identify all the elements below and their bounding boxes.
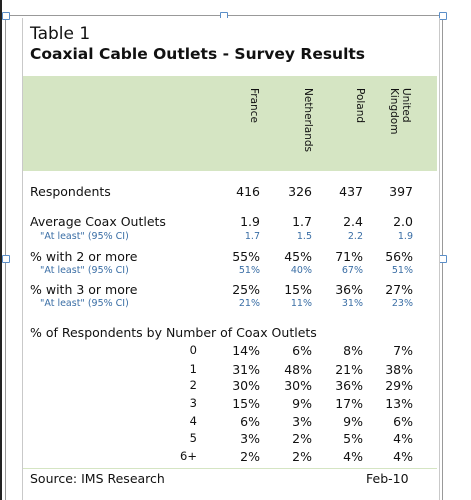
dist-cell: 6% xyxy=(292,343,312,358)
two-or-more-united-kingdom: 56% xyxy=(385,249,413,264)
outlets-count-label: 5 xyxy=(189,431,197,445)
outlets-count-label: 1 xyxy=(189,362,197,376)
three-or-more-ci-netherlands: 11% xyxy=(290,298,312,309)
outlets-count-label: 6+ xyxy=(180,449,197,463)
outlets-count-label: 3 xyxy=(189,396,197,410)
column-header-poland: Poland xyxy=(354,88,366,124)
avg-outlets-ci-france: 1.7 xyxy=(244,231,260,242)
dist-cell: 38% xyxy=(385,362,413,377)
dist-cell: 4% xyxy=(393,431,413,446)
respondents-poland: 437 xyxy=(339,184,363,199)
dist-cell: 7% xyxy=(393,343,413,358)
dist-cell: 31% xyxy=(232,362,260,377)
three-or-more-poland: 36% xyxy=(335,282,363,297)
dist-cell: 2% xyxy=(292,449,312,464)
resize-handle-mid-right[interactable] xyxy=(439,255,447,263)
two-or-more-ci-poland: 67% xyxy=(341,265,363,276)
resize-handle-mid-left[interactable] xyxy=(2,255,10,263)
two-or-more-ci-netherlands: 40% xyxy=(290,265,312,276)
frame-left-edge xyxy=(0,0,2,500)
avg-outlets-ci-netherlands: 1.5 xyxy=(296,231,312,242)
dist-cell: 9% xyxy=(343,414,363,429)
three-or-more-label: % with 3 or more xyxy=(30,282,138,297)
distribution-heading: % of Respondents by Number of Coax Outlets xyxy=(30,325,317,340)
respondents-label: Respondents xyxy=(30,184,111,199)
dist-cell: 13% xyxy=(385,396,413,411)
dist-cell: 29% xyxy=(385,378,413,393)
avg-outlets-ci-united-kingdom: 1.9 xyxy=(397,231,413,242)
source-note: Source: IMS Research xyxy=(30,471,165,486)
outlets-count-label: 2 xyxy=(189,378,197,392)
dist-cell: 5% xyxy=(343,431,363,446)
two-or-more-ci-france: 51% xyxy=(238,265,260,276)
two-or-more-france: 55% xyxy=(232,249,260,264)
dist-cell: 48% xyxy=(284,362,312,377)
date-note: Feb-10 xyxy=(366,471,409,486)
three-or-more-netherlands: 15% xyxy=(284,282,312,297)
avg-outlets-netherlands: 1.7 xyxy=(292,214,312,229)
respondents-united-kingdom: 397 xyxy=(389,184,413,199)
dist-cell: 2% xyxy=(240,449,260,464)
two-or-more-label: % with 2 or more xyxy=(30,249,138,264)
three-or-more-ci-france: 21% xyxy=(238,298,260,309)
two-or-more-ci-label: "At least" (95% CI) xyxy=(40,265,129,276)
avg-outlets-france: 1.9 xyxy=(240,214,260,229)
three-or-more-france: 25% xyxy=(232,282,260,297)
table-number: Table 1 xyxy=(30,24,91,44)
outlets-count-label: 0 xyxy=(189,343,197,357)
column-header-united-kingdom: United Kingdom xyxy=(388,88,412,135)
dist-cell: 3% xyxy=(240,431,260,446)
column-header-netherlands: Netherlands xyxy=(302,88,314,153)
dist-cell: 2% xyxy=(292,431,312,446)
avg-outlets-ci-poland: 2.2 xyxy=(347,231,363,242)
two-or-more-poland: 71% xyxy=(335,249,363,264)
three-or-more-ci-label: "At least" (95% CI) xyxy=(40,298,129,309)
dist-cell: 14% xyxy=(232,343,260,358)
dist-cell: 4% xyxy=(393,449,413,464)
dist-cell: 36% xyxy=(335,378,363,393)
three-or-more-ci-poland: 31% xyxy=(341,298,363,309)
footer-divider xyxy=(23,468,437,469)
dist-cell: 6% xyxy=(393,414,413,429)
resize-handle-top-right[interactable] xyxy=(439,12,447,20)
dist-cell: 4% xyxy=(343,449,363,464)
avg-outlets-united-kingdom: 2.0 xyxy=(393,214,413,229)
dist-cell: 30% xyxy=(232,378,260,393)
table-title: Coaxial Cable Outlets - Survey Results xyxy=(30,45,366,63)
three-or-more-united-kingdom: 27% xyxy=(385,282,413,297)
dist-cell: 6% xyxy=(240,414,260,429)
respondents-france: 416 xyxy=(236,184,260,199)
dist-cell: 21% xyxy=(335,362,363,377)
respondents-netherlands: 326 xyxy=(288,184,312,199)
dist-cell: 3% xyxy=(292,414,312,429)
dist-cell: 15% xyxy=(232,396,260,411)
two-or-more-netherlands: 45% xyxy=(284,249,312,264)
three-or-more-ci-united-kingdom: 23% xyxy=(391,298,413,309)
outlets-count-label: 4 xyxy=(189,414,197,428)
avg-outlets-label: Average Coax Outlets xyxy=(30,214,166,229)
column-header-france: France xyxy=(248,88,260,123)
dist-cell: 8% xyxy=(343,343,363,358)
avg-outlets-ci-label: "At least" (95% CI) xyxy=(40,231,129,242)
avg-outlets-poland: 2.4 xyxy=(343,214,363,229)
resize-handle-top-left[interactable] xyxy=(2,12,10,20)
two-or-more-ci-united-kingdom: 51% xyxy=(391,265,413,276)
dist-cell: 30% xyxy=(284,378,312,393)
dist-cell: 9% xyxy=(292,396,312,411)
dist-cell: 17% xyxy=(335,396,363,411)
